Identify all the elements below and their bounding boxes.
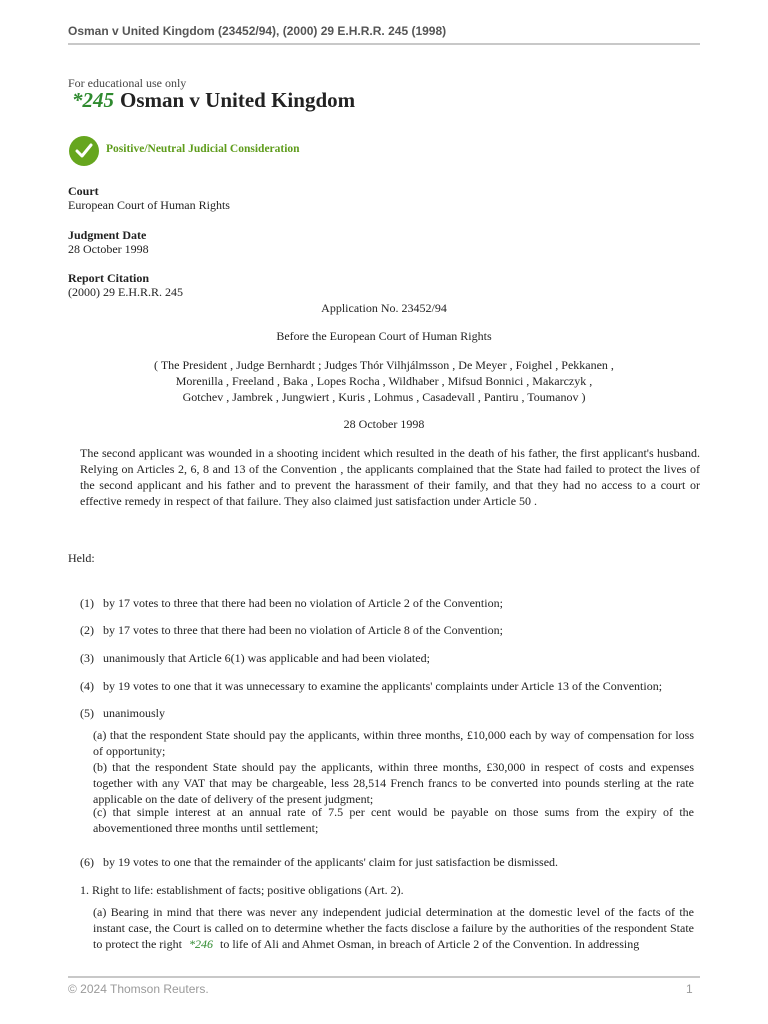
court-line: Before the European Court of Human Rights (276, 329, 492, 343)
copyright: © 2024 Thomson Reuters. (68, 982, 209, 996)
held-item-number: (2) (80, 623, 94, 637)
report-citation-label: Report Citation (68, 271, 149, 285)
running-header: Osman v United Kingdom (23452/94), (2000) 29 E.H.R.R. 245 (1998) (68, 24, 447, 38)
held-item-text: by 19 votes to one that it was unnecessary to examine the applicants' complaints under Article 13 of the Convention; (103, 679, 663, 693)
held-item-2 (80, 622, 503, 638)
sub-item-a: (a) that the respondent State should pay the applicants, within three months, £10,000 each by way of compensation for loss of opportunity; (93, 728, 694, 758)
case-summary: The second applicant was wounded in a shooting incident which resulted in the death of his father, the first applicant's husband. Relying on Articles 2, 6, 8 and 13 of the Convention , the applicants complained that the State had failed to protect the lives of the second applicant and his father and to prevent the harassment of their family, and that they had no access to a court or effective remedy in respect of that failure. They also claimed just satisfaction under Article 50 . (80, 446, 700, 508)
held-item-text: by 19 votes to one that the remainder of the applicants' claim for just satisfaction be dismissed. (103, 855, 559, 869)
case-name: Osman v United Kingdom (120, 88, 356, 112)
report-citation-value: (2000) 29 E.H.R.R. 245 (68, 285, 183, 299)
held-label: Held: (68, 551, 95, 565)
header-divider (68, 43, 700, 45)
headnote-heading: 1. Right to life: establishment of facts; positive obligations (Art. 2). (80, 883, 404, 897)
headnote-text-continued: to life of Ali and Ahmet Osman, in breach of Article 2 of the Convention. In addressing (219, 937, 640, 951)
held-item-6 (80, 854, 558, 870)
page-number: 1 (686, 982, 693, 996)
held-item-number: (6) (80, 855, 94, 869)
bench-line-2: Morenilla , Freeland , Baka , Lopes Rocha , Wildhaber , Mifsud Bonnici , Makarczyk , (175, 374, 593, 388)
held-item-text: unanimously (103, 706, 165, 720)
held-item-number: (3) (80, 651, 94, 665)
bench-line-1: ( The President , Judge Bernhardt ; Judges Thór Vilhjálmsson , De Meyer , Foighel , Pekkanen , (154, 358, 614, 372)
sub-item-c: (c) that simple interest at an annual rate of 7.5 per cent would be payable on those sums from the expiry of the abovementioned three months until settlement; (93, 805, 694, 835)
judgment-date-value: 28 October 1998 (68, 242, 149, 256)
bench-line-3: Gotchev , Jambrek , Jungwiert , Kuris , Lohmus , Casadevall , Pantiru , Toumanov ) (182, 390, 586, 404)
treatment-label[interactable]: Positive/Neutral Judicial Consideration (106, 143, 300, 155)
held-item-text: by 17 votes to three that there had been no violation of Article 8 of the Convention; (103, 623, 503, 637)
judgment-date-label: Judgment Date (68, 228, 147, 242)
held-item-text: unanimously that Article 6(1) was applicable and had been violated; (103, 651, 430, 665)
sub-item-b: (b) that the respondent State should pay the applicants, within three months, £30,000 in respect of costs and expenses together with any VAT that may be chargeable, less 28,514 French francs to be converted into pounds sterling at the rate applicable on the date of delivery of the present judgment; (93, 760, 694, 806)
held-item-text: by 17 votes to three that there had been no violation of Article 2 of the Convention; (103, 596, 503, 610)
usage-notice: For educational use only (68, 76, 187, 90)
held-item-number: (5) (80, 706, 94, 720)
held-item-1 (80, 595, 503, 611)
held-item-4 (80, 678, 662, 694)
court-value: European Court of Human Rights (68, 198, 230, 212)
check-icon[interactable] (69, 136, 99, 166)
court-section (68, 184, 230, 212)
report-citation-section (68, 271, 183, 299)
held-item-number: (4) (80, 679, 94, 693)
page-reference: *245 (72, 88, 114, 112)
page-title (72, 88, 355, 113)
judgment-date-line: 28 October 1998 (343, 417, 425, 431)
held-item-3 (80, 650, 430, 666)
held-item-5 (80, 705, 165, 721)
held-item-number: (1) (80, 596, 94, 610)
judgment-date-section (68, 228, 149, 256)
footer-divider (68, 976, 700, 978)
application-number: Application No. 23452/94 (321, 301, 447, 315)
headnote-paragraph (93, 904, 694, 952)
headnote-text: (a) Bearing in mind that there was never any independent judicial determination at the domestic level of the facts of the instant case, the Court is called on to determine whether the facts disclose a failure by the authorities of the respondent State to protect the right (93, 905, 694, 951)
page-marker[interactable]: *246 (188, 937, 213, 951)
court-label: Court (68, 184, 99, 198)
